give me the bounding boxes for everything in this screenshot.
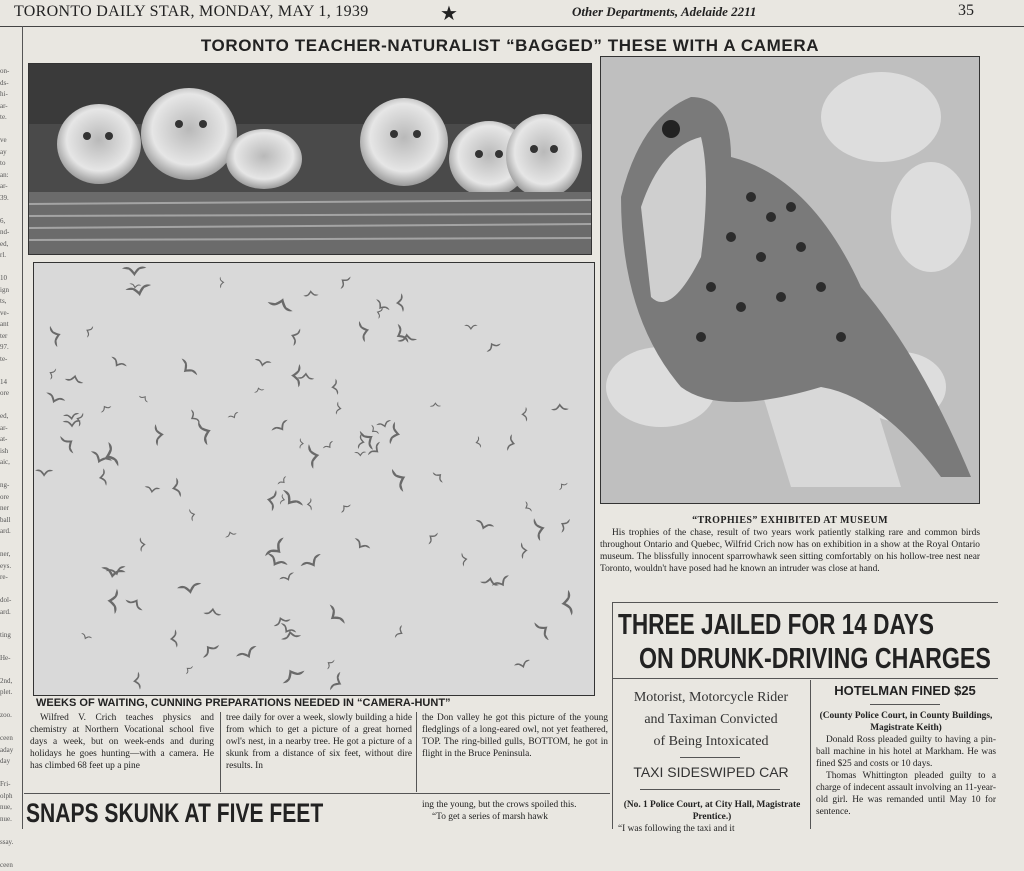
owls-photo (28, 63, 592, 255)
section-rule (612, 678, 998, 679)
gutter-fragment: ore (0, 492, 20, 504)
gutter-fragment (0, 722, 20, 734)
jailed-headline-line-2: ON DRUNK-DRIVING CHARGES (639, 643, 991, 676)
gutter-fragment: ar- (0, 181, 20, 193)
gutter-fragment: plet. (0, 687, 20, 699)
gutter-fragment: ve- (0, 308, 20, 320)
owls-image (29, 64, 591, 254)
gutter-fragment (0, 618, 20, 630)
gutter-fragment: ant (0, 319, 20, 331)
gutter-fragment (0, 400, 20, 412)
gutter-fragment: Fri- (0, 779, 20, 791)
jailed-headline-line-1: THREE JAILED FOR 14 DAYS (618, 609, 934, 642)
gutter-fragment: ar- (0, 423, 20, 435)
gutter-fragment: ssay. (0, 837, 20, 849)
column-rule (416, 712, 417, 792)
skunk-continued-line-2: “To get a series of marsh hawk (422, 811, 610, 823)
skunk-headline: SNAPS SKUNK AT FIVE FEET (26, 798, 323, 829)
jailed-deck (614, 687, 808, 753)
gutter-fragment (0, 825, 20, 837)
gutter-fragment: ign (0, 285, 20, 297)
gutter-fragment: hi- (0, 89, 20, 101)
gutter-fragment: ter (0, 331, 20, 343)
gutter-fragment: nd- (0, 227, 20, 239)
gutter-fragment: ner (0, 503, 20, 515)
gutter-fragment: ts, (0, 296, 20, 308)
page-heading: TORONTO TEACHER-NATURALIST “BAGGED” THESE WITH A CAMERA (30, 36, 990, 56)
gutter-fragment: day (0, 756, 20, 768)
gutter-fragment (0, 124, 20, 136)
gutter-fragment: ng- (0, 480, 20, 492)
section-rule (612, 602, 998, 603)
column-rule (810, 680, 811, 829)
gutter-fragment: zoo. (0, 710, 20, 722)
gulls-photo (33, 262, 595, 696)
county-court-line: (County Police Court, in County Buildings, Magistrate Keith) (816, 710, 996, 734)
gutter-fragment: 97. (0, 342, 20, 354)
gutter-fragment: rl. (0, 250, 20, 262)
gutter-fragment: 10 (0, 273, 20, 285)
gutter-fragment: ds- (0, 78, 20, 90)
section-rule (24, 793, 610, 794)
gutter-fragment (0, 699, 20, 711)
gutter-fragment: ard. (0, 607, 20, 619)
gutter-fragment (0, 204, 20, 216)
masthead (0, 0, 1024, 27)
section-rule (870, 704, 940, 705)
section-rule (640, 789, 780, 790)
paper-date-line: TORONTO DAILY STAR, MONDAY, MAY 1, 1939 (14, 3, 369, 21)
gutter-fragment: re- (0, 572, 20, 584)
gutter-fragment: ar- (0, 101, 20, 113)
gutter-fragment: 39. (0, 193, 20, 205)
gutter-fragment: to (0, 158, 20, 170)
gutter-fragment: eys. (0, 561, 20, 573)
skunk-continued (422, 799, 610, 829)
star-icon: ★ (440, 1, 458, 26)
column-rule (22, 26, 23, 829)
gutter-fragment: nue, (0, 802, 20, 814)
gutter-fragment: ting (0, 630, 20, 642)
gutter-fragment (0, 848, 20, 860)
gutter-fragment: ay (0, 147, 20, 159)
gutter-fragment (0, 469, 20, 481)
sparrowhawk-photo (600, 56, 980, 504)
gutter-fragment: dol- (0, 595, 20, 607)
gutter-fragment: 2nd, (0, 676, 20, 688)
gutter-fragment (0, 641, 20, 653)
camera-hunt-column-1: Wilfred V. Crich teaches physics and chemistry at Northern Vocational school five days a week, but on week-ends and during holidays he goes hunting—with a camera. He has climbed 68 feet up a pine (30, 712, 214, 792)
column-rule (612, 602, 613, 829)
camera-hunt-title: WEEKS OF WAITING, CUNNING PREPARATIONS NEEDED IN “CAMERA-HUNT” (36, 697, 606, 709)
gutter-fragment: olph (0, 791, 20, 803)
camera-hunt-column-3: the Don valley he got this picture of the young fledglings of a long-eared owl, not yet feathered, TOP. The ring-billed gulls, BOTTOM, he got in flight in the Bruce Peninsula. (422, 712, 608, 792)
gutter-fragment: ore (0, 388, 20, 400)
gutter-fragment: ish (0, 446, 20, 458)
gutter-fragment: nue. (0, 814, 20, 826)
gutter-fragment: aday (0, 745, 20, 757)
gutter-fragment (0, 262, 20, 274)
adjacent-column-fragments (0, 66, 20, 826)
gutter-fragment: 14 (0, 377, 20, 389)
gutter-fragment: at- (0, 434, 20, 446)
page-number: 35 (958, 2, 974, 20)
trophies-caption-body: His trophies of the chase, result of two years work patiently stalking rare and common birds throughout Ontario and Quebec, Wilfrid Crich now has on exhibition in a show at the Royal Ontario museum. The blissfully innocent sparrowhawk seen sitting comfortably on his hollow-tree nest near Toronto, wouldn't have posed had he known an intruder was close at hand. (600, 527, 980, 575)
gutter-fragment: on- (0, 66, 20, 78)
jailed-deck-line-3: of Being Intoxicated (614, 731, 808, 753)
gutter-fragment: He- (0, 653, 20, 665)
skunk-continued-line: ing the young, but the crows spoiled this. (422, 799, 610, 811)
column-rule (220, 712, 221, 792)
gutter-fragment: te- (0, 354, 20, 366)
gutter-fragment: ed, (0, 239, 20, 251)
departments-line: Other Departments, Adelaide 2211 (572, 4, 756, 20)
gutter-fragment: ed, (0, 411, 20, 423)
gutter-fragment (0, 365, 20, 377)
gutter-fragment: ceen (0, 733, 20, 745)
hotelman-paragraph-2: Thomas Whittington pleaded guilty to a charge of indecent assault involving an 11-year-old girl. He was remanded until May 10 for sentence. (816, 770, 996, 829)
gutter-fragment (0, 538, 20, 550)
jailed-deck-line-2: and Taximan Convicted (614, 709, 808, 731)
gutter-fragment: aic, (0, 457, 20, 469)
hotelman-headline: HOTELMAN FINED $25 (812, 683, 998, 698)
gutter-fragment: 6, (0, 216, 20, 228)
gutter-fragment (0, 584, 20, 596)
gutter-fragment: ceen (0, 860, 20, 871)
gulls-image (34, 263, 594, 695)
police-court-line: (No. 1 Police Court, at City Hall, Magistrate Prentice.) (618, 799, 806, 829)
gutter-fragment (0, 768, 20, 780)
gutter-fragment: ner, (0, 549, 20, 561)
hotelman-paragraph-1: Donald Ross pleaded guilty to having a pin-ball machine in his hotel at Markham. He was fined $25 and costs or 10 days. (816, 734, 996, 782)
gutter-fragment: ard. (0, 526, 20, 538)
camera-hunt-column-2: tree daily for over a week, slowly building a hide from which to get a picture of a great horned owl's nest, in a nearby tree. He got a picture of a skunk from a distance of six feet, without dire results. In (226, 712, 412, 792)
gutter-fragment: ve (0, 135, 20, 147)
gutter-fragment: an: (0, 170, 20, 182)
jailed-story-start: “I was following the taxi and it (618, 823, 806, 831)
gutter-fragment: ball (0, 515, 20, 527)
gutter-fragment (0, 664, 20, 676)
trophies-caption-title: “TROPHIES” EXHIBITED AT MUSEUM (600, 515, 980, 526)
jailed-deck-line-1: Motorist, Motorcycle Rider (614, 687, 808, 709)
taxi-subhead: TAXI SIDESWIPED CAR (616, 764, 806, 780)
gutter-fragment: te. (0, 112, 20, 124)
section-rule (680, 757, 740, 758)
sparrowhawk-image (601, 57, 979, 503)
